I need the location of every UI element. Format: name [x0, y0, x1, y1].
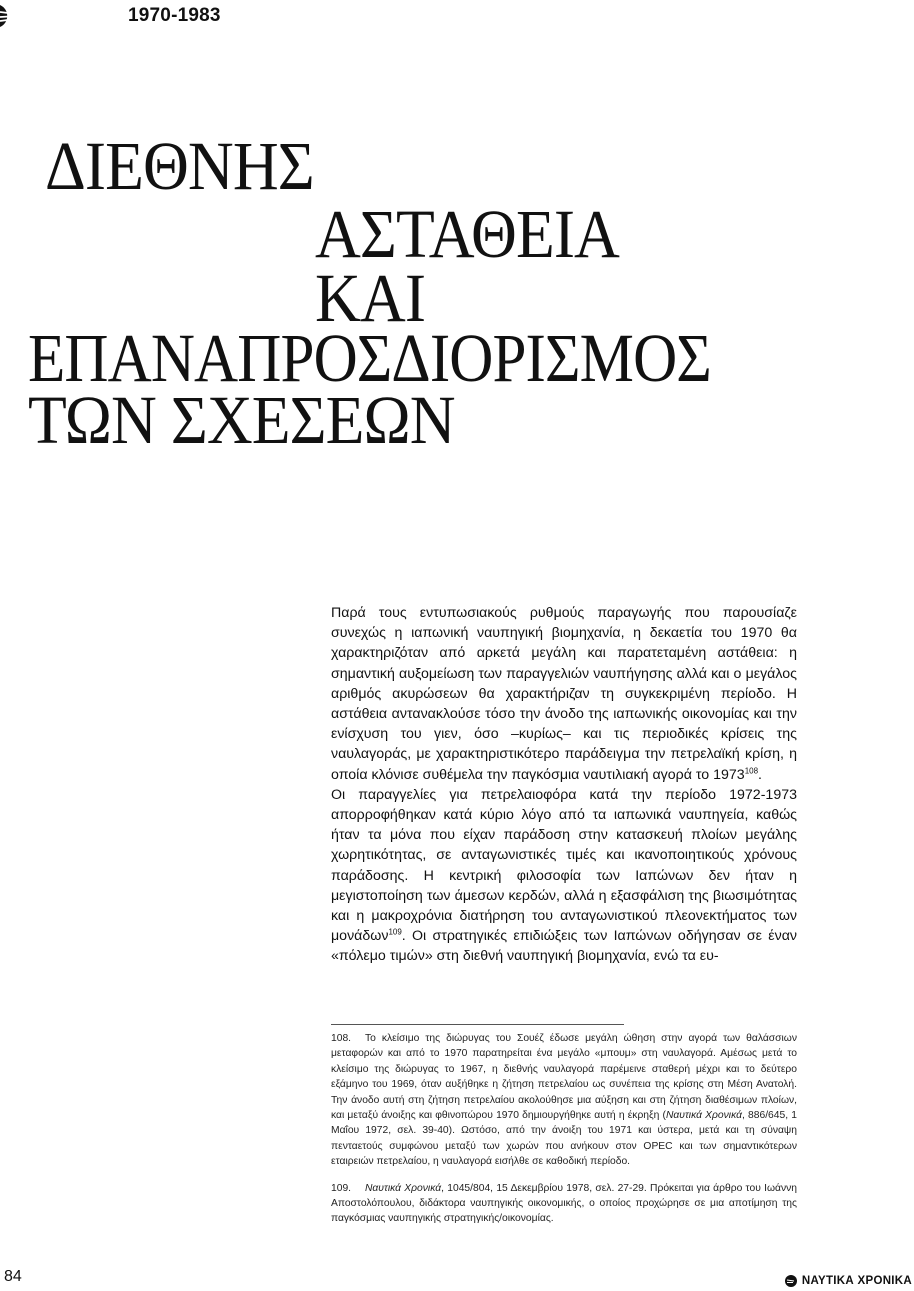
brand-logo-icon [785, 1275, 797, 1287]
title-line-3: ΚΑΙ [315, 260, 426, 336]
footnote-ref-108[interactable]: 108 [744, 765, 759, 775]
title-line-4: ΕΠΑΝΑΠΡΟΣΔΙΟΡΙΣΜΟΣ [28, 320, 711, 396]
title-line-5: ΤΩΝ ΣΧΕΣΕΩΝ [28, 382, 455, 458]
page-number: 84 [4, 1268, 22, 1285]
period-label: 1970-1983 [128, 5, 221, 26]
footnote-109: 109. Ναυτικά Χρονικά, 1045/804, 15 Δεκεμβρίου 1978, σελ. 27-29. Πρόκειται για άρθρο του Ιωάννη Αποστολόπουλου, διδάκτορα ναυπηγικής οικονομικής, ο οποίος προχώρησε σε μια αποτίμηση της παγκόσμιας ναυπηγικής στρατηγικής/οικονομίας. [331, 1182, 797, 1225]
body-text [331, 603, 797, 967]
title-line-1: ΔΙΕΘΝΗΣ [45, 128, 314, 204]
footnote-108: 108. Το κλείσιμο της διώρυγας του Σουέζ έδωσε μεγάλη ώθηση στην αγορά των θαλάσσιων μεταφορών και από το 1970 παρατηρείται ένα μεγάλο «μπουμ» στη ναυλαγορά. Αμέσως μετά το κλείσιμο της διώρυγας το 1967, η διεθνής ναυλαγορά παρέμεινε σταθερή μέχρι και το δεύτερο εξάμηνο του 1969, όταν αυξήθηκε η ζήτηση πετρελαίου ως συνέπεια της κρίσης στη Μέση Ανατολή. Την άνοδο αυτή στη ζήτηση πετρελαίου ακολούθησε μια αύξηση και στη ζήτηση διαθέσιμων πλοίων, και μεταξύ άνοιξης και φθινοπώρου 1970 δημιουργήθηκε αυτή η έκρηξη (Ναυτικά Χρονικά, 886/645, 1 Μαΐου 1972, σελ. 39-40). Ωστόσο, από την άνοιξη του 1971 και ύστερα, μετά και τη σύναψη πενταετούς συμφώνου μεταξύ των χωρών που ανήκουν στον OPEC και των σημαντικότερων εταιρειών πετρελαίου, η ναυλαγορά εισήλθε σε καθοδική περίοδο. [331, 1033, 797, 1168]
body-paragraph-2: Οι παραγγελίες για πετρελαιοφόρα κατά την περίοδο 1972-1973 απορροφήθηκαν κατά κύριο λόγο από τα ιαπωνικά ναυπηγεία, καθώς ήταν τα μόνα που είχαν παράδοση στην κατασκευή πλοίων μεγάλης χωρητικότητας, σε ανταγωνιστικές τιμές και ικανοποιητικούς χρόνους παράδοσης. Η κεντρική φιλοσοφία των Ιαπώνων δεν ήταν η μεγιστοποίηση των άμεσων κερδών, αλλά η εξασφάλιση της βιωσιμότητας και η μακροχρόνια διατήρηση του ανταγωνιστικού πλεονεκτήματος των μονάδων$^{109}$. Οι στρατηγικές επιδιώξεις των Ιαπώνων οδήγησαν σε έναν «πόλεμο τιμών» στη διεθνή ναυπηγική βιομηχανία, ενώ τα ευ- [331, 786, 797, 965]
footnote-ref-109[interactable]: 109 [388, 927, 402, 937]
body-paragraph-1: Παρά τους εντυπωσιακούς ρυθμούς παραγωγής που παρουσίαζε συνεχώς η ιαπωνική ναυπηγική βιομηχανία, η δεκαετία του 1970 θα χαρακτηριζόταν από αρκετά μεγάλη και παρατεταμένη αστάθεια: η σημαντική αυξομείωση των παραγγελιών ναυπήγησης αλλά και ο μεγάλος αριθμός ακυρώσεων θα χαρακτήριζαν τη συγκεκριμένη περίοδο. Η αστάθεια αντανακλούσε τόσο την άνοδο της ιαπωνικής οικονομίας και την ενίσχυση του γιεν, όσο –κυρίως– και τις περιοδικές κρίσεις της ναυλαγοράς, με χαρακτηριστικότερο παράδειγμα την πετρελαϊκή κρίση, η οποία κλόνισε συθέμελα την παγκόσμια ναυτιλιακή αγορά το 1973$^{108}$. [331, 605, 797, 783]
footnote-divider [331, 1024, 624, 1025]
magazine-logo-icon [0, 3, 22, 29]
footnotes [331, 1031, 797, 1238]
footer-brand [785, 1275, 912, 1287]
brand-name: ΝΑΥΤΙΚΑ ΧΡΟΝΙΚΑ [801, 1275, 912, 1287]
title-line-2: ΑΣΤΑΘΕΙΑ [315, 196, 619, 272]
